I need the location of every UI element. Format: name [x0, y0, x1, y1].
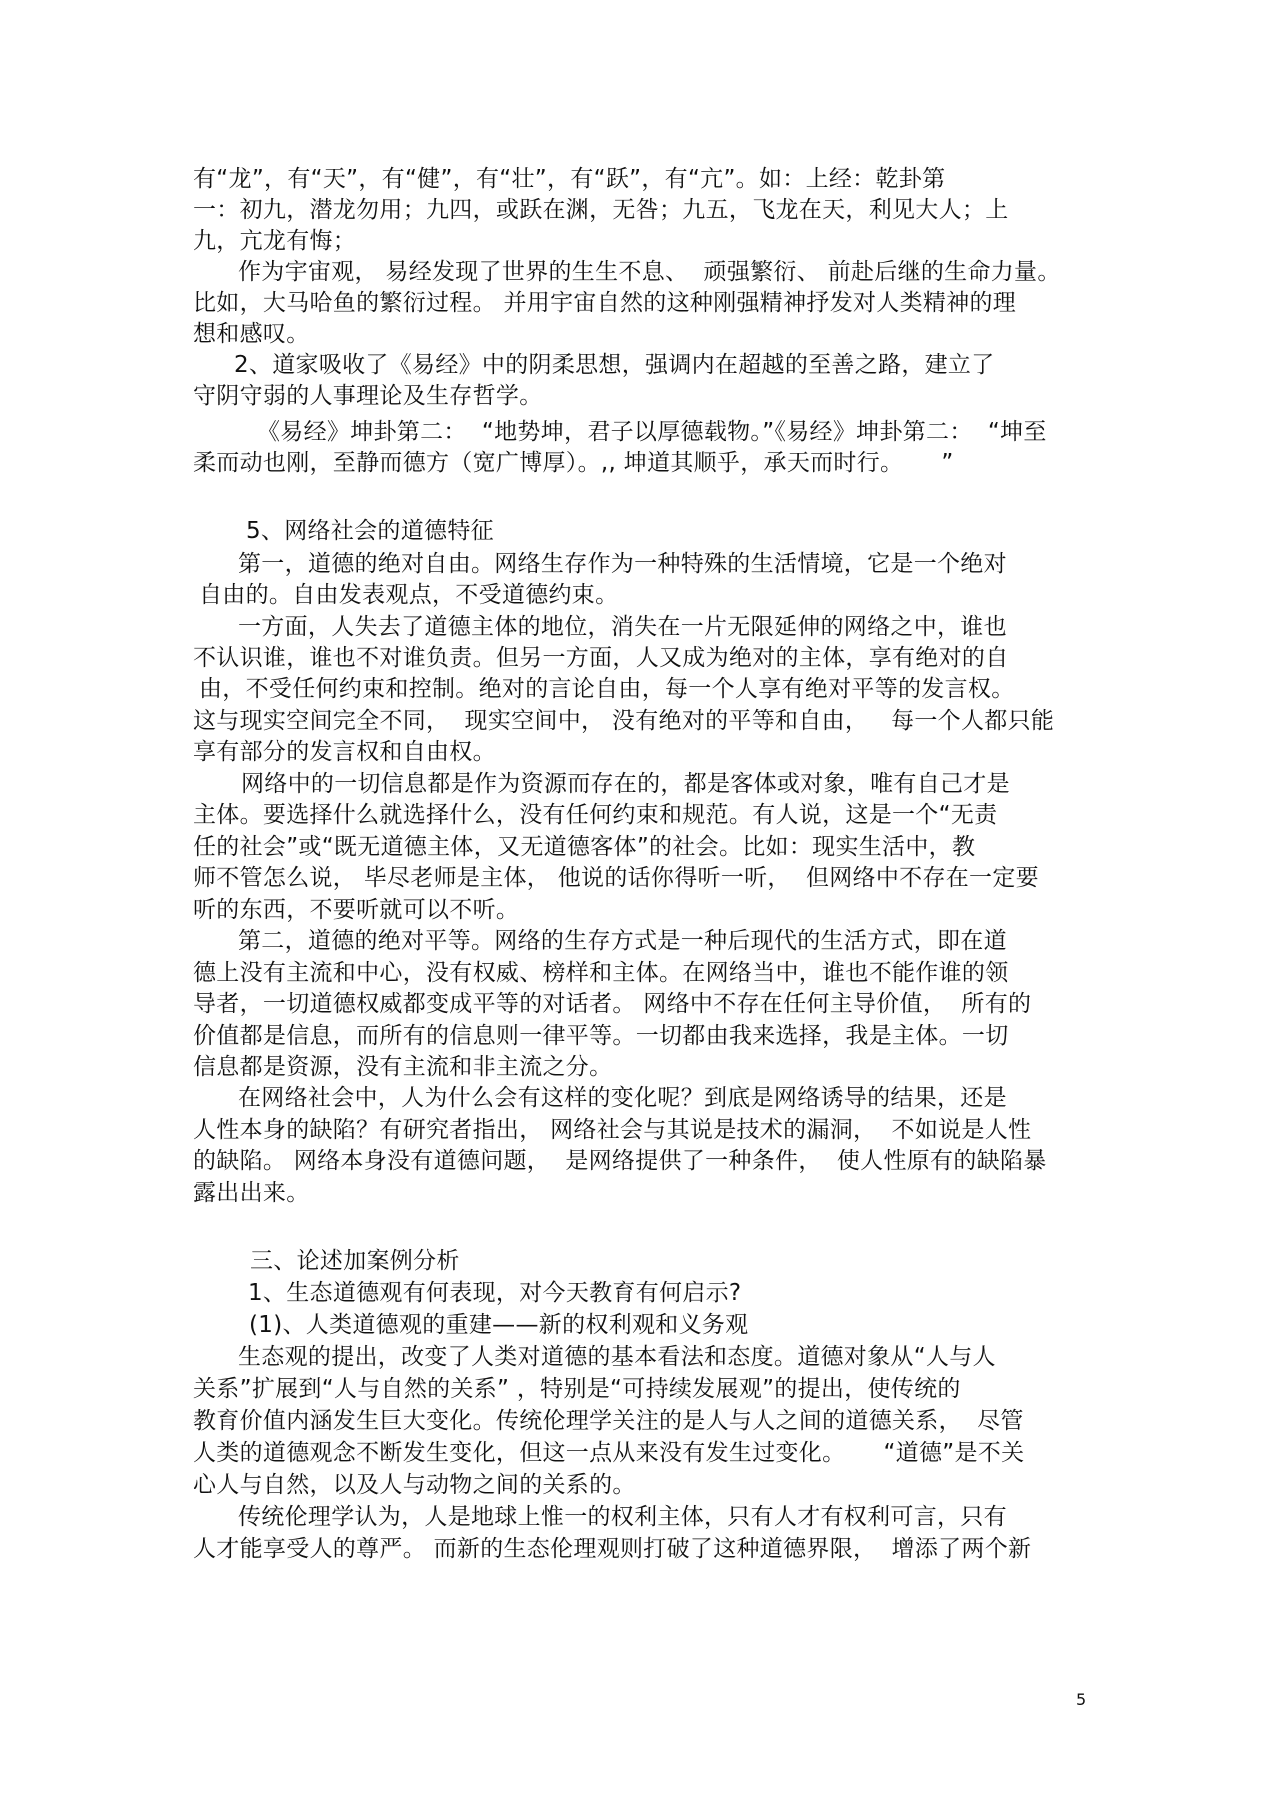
text-line: 价值都是信息，而所有的信息则一律平等。一切都由我来选择，我是主体。一切: [193, 1023, 1009, 1049]
text-line: 人性本身的缺陷？有研究者指出， 网络社会与其说是技术的漏洞， 不如说是人性: [193, 1117, 1032, 1143]
section-heading: (1)、人类道德观的重建——新的权利观和义务观: [249, 1312, 749, 1338]
section-heading: 5、网络社会的道德特征: [246, 518, 494, 544]
text-line: 人类的道德观念不断发生变化，但这一点从来没有发生过变化。 “道德”是不关: [193, 1440, 1025, 1466]
section-heading: 1、生态道德观有何表现，对今天教育有何启示?: [248, 1280, 742, 1306]
text-line: 德上没有主流和中心，没有权威、榜样和主体。在网络当中，谁也不能作谁的领: [193, 960, 1009, 986]
text-line: 心人与自然，以及人与动物之间的关系的。: [193, 1472, 636, 1498]
section-heading: 三、论述加案例分析: [250, 1248, 460, 1274]
text-line: 信息都是资源，没有主流和非主流之分。: [193, 1054, 613, 1080]
text-line: 九，亢龙有悔；: [193, 228, 357, 254]
text-line: 生态观的提出，改变了人类对道德的基本看法和态度。道德对象从“人与人: [238, 1344, 996, 1370]
text-line: 不认识谁，谁也不对谁负责。但另一方面，人又成为绝对的主体，享有绝对的自: [193, 645, 1009, 671]
text-line: 网络中的一切信息都是作为资源而存在的，都是客体或对象，唯有自己才是: [241, 771, 1010, 797]
section-heading: 2、道家吸收了《易经》中的阴柔思想，强调内在超越的至善之路，建立了: [234, 352, 995, 378]
text-line: 在网络社会中，人为什么会有这样的变化呢？到底是网络诱导的结果，还是: [238, 1085, 1007, 1111]
text-line: 柔而动也刚，至静而德方（宽广博厚）。,, 坤道其顺乎，承天而时行。 ”: [193, 450, 954, 476]
text-line: 的缺陷。 网络本身没有道德问题， 是网络提供了一种条件， 使人性原有的缺陷暴: [193, 1148, 1047, 1174]
text-line: 第二，道德的绝对平等。网络的生存方式是一种后现代的生活方式，即在道: [238, 928, 1007, 954]
text-line: 第一，道德的绝对自由。网络生存作为一种特殊的生活情境，它是一个绝对: [238, 551, 1007, 577]
text-line: 教育价值内涵发生巨大变化。传统伦理学关注的是人与人之间的道德关系， 尽管: [193, 1408, 1024, 1434]
text-line: 有“龙”，有“天”，有“健”，有“壮”，有“跃”，有“亢”。如：上经：乾卦第: [193, 166, 946, 192]
text-line: 由，不受任何约束和控制。绝对的言论自由，每一个人享有绝对平等的发言权。: [199, 676, 1015, 702]
text-line: 导者，一切道德权威都变成平等的对话者。 网络中不存在任何主导价值， 所有的: [193, 991, 1032, 1017]
text-line: 这与现实空间完全不同， 现实空间中， 没有绝对的平等和自由， 每一个人都只能: [193, 708, 1055, 734]
text-line: 听的东西，不要听就可以不听。: [193, 897, 520, 923]
text-line: 享有部分的发言权和自由权。: [193, 739, 496, 765]
text-line: 《易经》坤卦第二： “地势坤，君子以厚德载物。”《易经》坤卦第二： “坤至: [257, 419, 1047, 445]
text-line: 自由的。自由发表观点，不受道德约束。: [199, 582, 619, 608]
page-number: 5: [1076, 1690, 1087, 1709]
text-line: 关系”扩展到“人与自然的关系” ，特别是“可持续发展观”的提出，使传统的: [193, 1376, 961, 1402]
text-line: 一方面，人失去了道德主体的地位，消失在一片无限延伸的网络之中，谁也: [238, 614, 1007, 640]
text-line: 主体。要选择什么就选择什么，没有任何约束和规范。有人说，这是一个“无责: [193, 802, 998, 828]
text-line: 人才能享受人的尊严。 而新的生态伦理观则打破了这种道德界限， 增添了两个新: [193, 1536, 1032, 1562]
text-line: 比如，大马哈鱼的繁衍过程。 并用宇宙自然的这种刚强精神抒发对人类精神的理: [193, 290, 1017, 316]
text-line: 作为宇宙观， 易经发现了世界的生生不息、 顽强繁衍、 前赴后继的生命力量。: [238, 259, 1061, 285]
text-line: 守阴守弱的人事理论及生存哲学。: [193, 383, 543, 409]
text-line: 任的社会”或“既无道德主体，又无道德客体”的社会。比如：现实生活中，教: [193, 834, 976, 860]
text-line: 一：初九，潜龙勿用；九四，或跃在渊，无咎；九五，飞龙在天，利见大人；上: [193, 197, 1009, 223]
text-line: 露出出来。: [193, 1180, 310, 1206]
text-line: 想和感叹。: [193, 321, 310, 347]
text-line: 师不管怎么说， 毕尽老师是主体， 他说的话你得听一听， 但网络中不存在一定要: [193, 865, 1039, 891]
text-line: 传统伦理学认为，人是地球上惟一的权利主体，只有人才有权利可言，只有: [238, 1504, 1007, 1530]
